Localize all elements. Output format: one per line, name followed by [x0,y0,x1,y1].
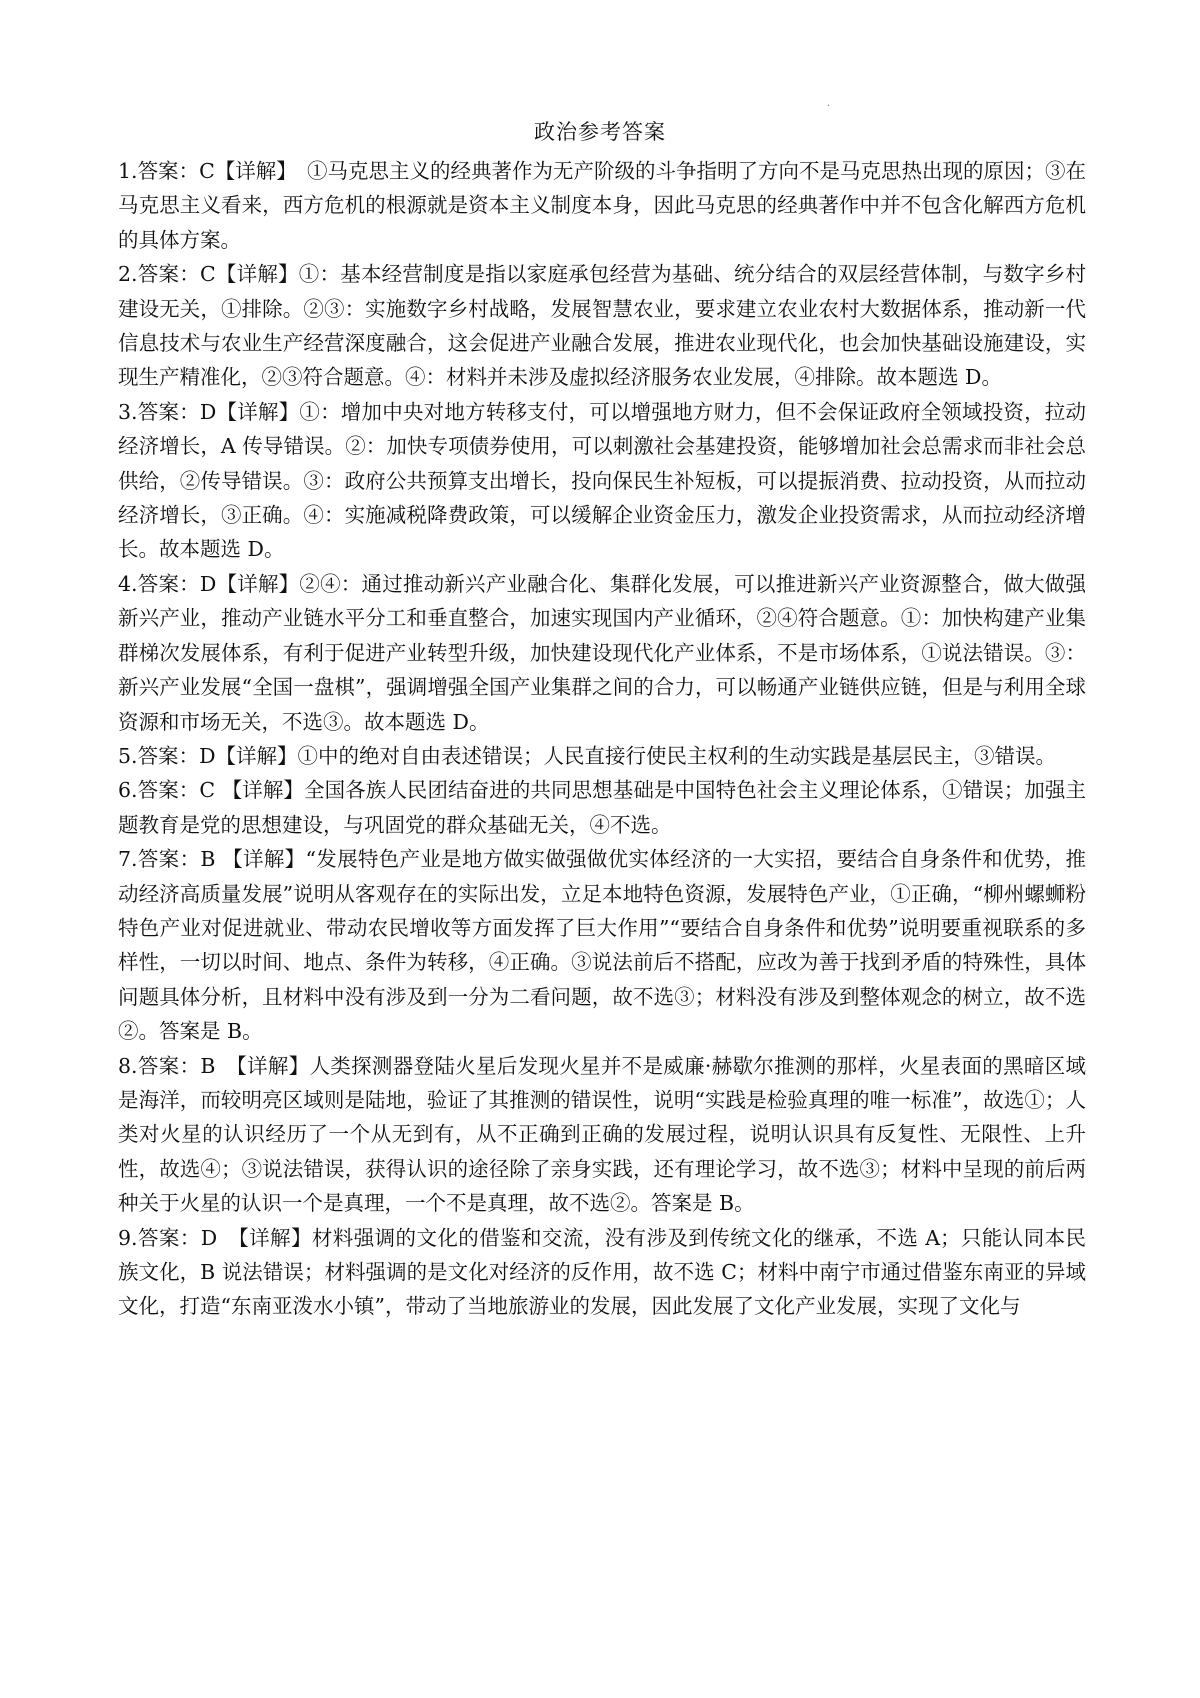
explanation-label: 【详解】 [215,743,298,768]
answer-choice: C [199,159,215,183]
corner-mark: · [827,101,831,112]
answer-number: 5. [118,743,138,768]
explanation-label: 【详解】 [215,262,299,287]
explanation-label: 【详解】 [216,571,300,596]
answer-number: 3. [118,399,138,424]
explanation-text: ①中的绝对自由表述错误；人民直接行使民主权利的生动实践是基层民主，③错误。 [297,743,1056,768]
answer-prefix: 答案： [137,159,200,183]
explanation-text: ①：增加中央对地方转移支付，可以增强地方财力，但不会保证政府全领域投资，拉动经济增长，A 传导错误。②：加快专项债券使用，可以刺激社会基建投资，能够增加社会总需求而非社会总供给，②传导错误。③：政府公共预算支出增长，投向保民生补短板，可以提振消费、拉动投资，从而拉动经济增长，③正确。④：实施减税降费政策，可以缓解企业资金压力，激发企业投资需求，从而拉动经济增长。故本题选 D。 [118,399,1087,562]
answer-number: 4. [118,571,138,596]
answer-item-3 [118,395,1086,567]
answer-prefix: 答案： [137,262,200,287]
explanation-text: ②④：通过推动新兴产业融合化、集群化发展，可以推进新兴产业资源整合，做大做强新兴产业，推动产业链水平分工和垂直整合，加速实现国内产业循环，②④符合题意。①：加快构建产业集群梯次发展体系，有利于促进产业转型升级，加快建设现代化产业体系，不是市场体系，①说法错误。③：新兴产业发展“全国一盘棋”，强调增强全国产业集群之间的合力，可以畅通产业链供应链，但是与利用全球资源和市场无关，不选③。故本题选 D。 [118,571,1087,734]
explanation-text: 材料强调的文化的借鉴和交流，没有涉及到传统文化的继承，不选 A；只能认同本民族文化，B 说法错误；材料强调的是文化对经济的反作用，故不选 C；材料中南宁市通过借鉴东南亚的异域文化，打造“东南亚泼水小镇”，带动了当地旅游业的发展，因此发展了文化产业发展，实现了文化与 [118,1225,1087,1319]
explanation-label: 【详解】 [222,847,306,872]
answer-choice: D [200,1225,239,1250]
answer-item-9 [118,1221,1086,1324]
answer-choice: B [200,1053,237,1078]
explanation-text: 人类探测器登陆火星后发现火星并不是威廉·赫歇尔推测的那样，火星表面的黑暗区域是海洋，而较明亮区域则是陆地，验证了其推测的错误性，说明“实践是检验真理的唯一标准”，故选①；人类对火星的认识经历了一个从无到有，从不正确到正确的发展过程，说明认识具有反复性、无限性、上升性，故选④；③说法错误，获得认识的途径除了亲身实践，还有理论学习，故不选③；材料中呈现的前后两种关于火星的认识一个是真理，一个不是真理，故不选②。答案是 B。 [118,1053,1087,1216]
explanation-label: 【详解】 [216,399,300,424]
answer-choice: D [199,743,216,768]
answer-choice: C [199,262,216,287]
answer-item-6 [118,773,1086,842]
answer-number: 9. [118,1225,138,1250]
answer-item-5 [118,739,1086,773]
page-title: 政治参考答案 [534,120,666,144]
answer-number: 7. [118,847,138,872]
answer-number: 8. [118,1053,138,1078]
answer-number: 6. [118,778,138,803]
answer-item-2 [118,257,1086,395]
answer-prefix: 答案： [137,847,201,872]
answer-choice: D [199,571,217,596]
answer-item-8 [118,1049,1086,1221]
answer-choice: B [200,847,223,872]
explanation-text: “发展特色产业是地方做实做强做优实体经济的一大实招，要结合自身条件和优势，推动经济高质量发展”说明从客观存在的实际出发，立足本地特色资源，发展特色产业，①正确，“柳州螺蛳粉特色产业对促进就业、带动农民增收等方面发挥了巨大作用”“要结合自身条件和优势”说明要重视联系的多样性，一切以时间、地点、条件为转移，④正确。③说法前后不搭配，应改为善于找到矛盾的特殊性，具体问题具体分析，且材料中没有涉及到一分为二看问题，故不选③；材料没有涉及到整体观念的树立，故不选②。答案是 B。 [118,847,1086,1044]
answer-prefix: 答案： [137,743,200,768]
explanation-text: ①：基本经营制度是指以家庭承包经营为基础、统分结合的双层经营体制，与数字乡村建设无关，①排除。②③：实施数字乡村战略，发展智慧农业，要求建立农业农村大数据体系，推动新一代信息技术与农业生产经营深度融合，这会促进产业融合发展，推进农业现代化，也会加快基础设施建设，实现生产精准化，②③符合题意。④：材料并未涉及虚拟经济服务农业发展，④排除。故本题选 D。 [118,262,1087,390]
answer-prefix: 答案： [137,1053,201,1078]
answer-prefix: 答案： [137,399,200,424]
explanation-text: ①马克思主义的经典著作为无产阶级的斗争指明了方向不是马克思热出现的原因；③在马克思主义看来，西方危机的根源就是资本主义制度本身，因此马克思的经典著作中并不包含化解西方危机的具体方案。 [118,159,1086,252]
answer-choice: D [199,399,217,424]
answer-choice: C [199,778,222,803]
explanation-label: 【详解】 [214,159,287,183]
answer-number: 1. [118,159,138,183]
explanation-label: 【详解】 [221,778,305,803]
answer-prefix: 答案： [137,571,200,596]
answer-item-4 [118,567,1086,739]
explanation-text: 全国各族人民团结奋进的共同思想基础是中国特色社会主义理论体系，①错误；加强主题教育是党的思想建设，与巩固党的群众基础无关，④不选。 [118,778,1087,837]
answer-item-7 [118,842,1086,1048]
answers-list [118,154,1086,1324]
answer-prefix: 答案： [137,778,200,803]
answer-item-1 [118,154,1086,257]
answer-prefix: 答案： [137,1225,201,1250]
answer-number: 2. [118,262,138,287]
explanation-label: 【详解】 [238,1225,312,1250]
explanation-label: 【详解】 [236,1053,310,1078]
